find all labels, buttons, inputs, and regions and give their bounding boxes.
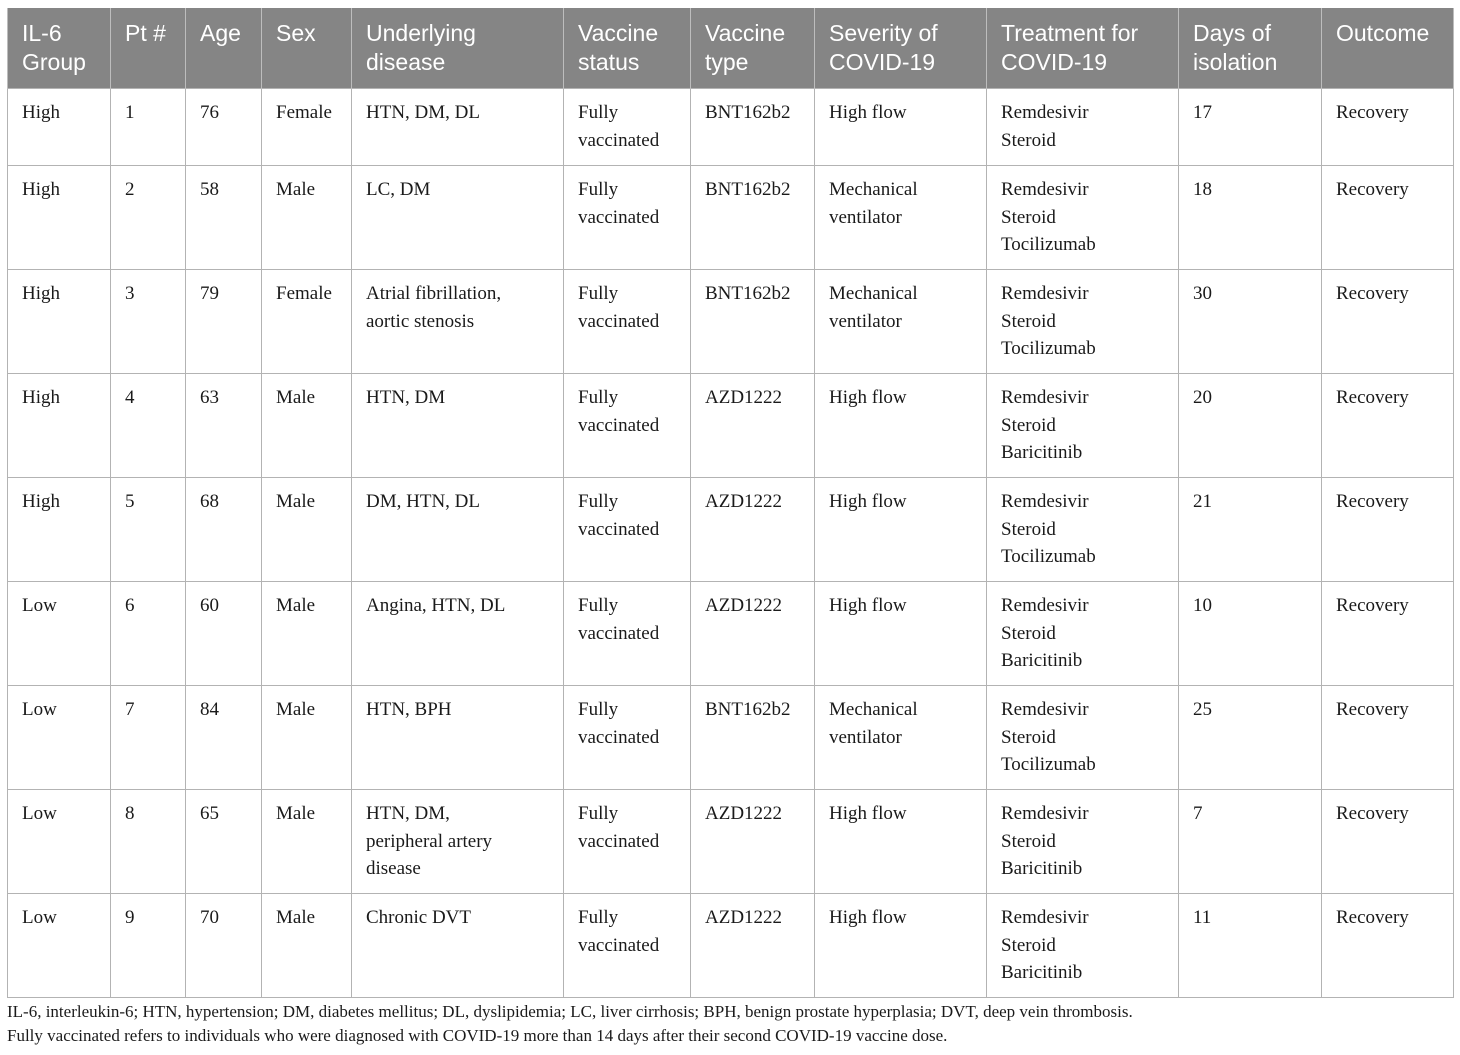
cell-line: 1 (125, 102, 135, 123)
cell-vaccine-status (564, 270, 691, 374)
cell-age (186, 270, 262, 374)
footnote-vaccination-definition: Fully vaccinated refers to individuals who were diagnosed with COVID-19 more than 14 days after their second COVID-19 vaccine dose. (7, 1026, 948, 1045)
cell-line: 76 (200, 102, 219, 123)
cell-sex (262, 478, 352, 582)
cell-line: DM, HTN, DL (366, 491, 480, 512)
cell-line: Female (276, 102, 332, 123)
cell-outcome (1322, 686, 1454, 790)
cell-line: 5 (125, 491, 135, 512)
cell-severity (815, 894, 987, 998)
cell-line: 63 (200, 387, 219, 408)
cell-line: 11 (1193, 907, 1212, 928)
cell-line: HTN, DM (366, 387, 446, 408)
cell-line: Recovery (1336, 387, 1409, 408)
header-treatment (987, 8, 1179, 89)
cell-line: aortic stenosis (366, 310, 475, 332)
cell-line: Baricitinib (1001, 858, 1083, 879)
cell-underlying-disease (352, 374, 564, 478)
table-row (8, 166, 1454, 270)
cell-line: Male (276, 699, 316, 720)
cell-line: High flow (829, 595, 907, 616)
footnote-abbreviations: IL-6, interleukin-6; HTN, hypertension; DM, diabetes mellitus; DL, dyslipidemia; LC, liver cirrhosis; BPH, benign prostate hyperplasia; DVT, deep vein thrombosis. (7, 1002, 1133, 1021)
header-line: Sex (276, 20, 316, 46)
cell-vaccine-status (564, 166, 691, 270)
cell-line: Atrial fibrillation, (366, 283, 502, 304)
header-vaccine-type (691, 8, 815, 89)
cell-line: BNT162b2 (705, 102, 791, 123)
cell-line: HTN, DM, (366, 803, 450, 824)
cell-il6-group (8, 582, 111, 686)
cell-il6-group (8, 374, 111, 478)
cell-il6-group (8, 686, 111, 790)
cell-line: Steroid (1001, 518, 1056, 540)
cell-sex (262, 270, 352, 374)
cell-line: Tocilizumab (1001, 546, 1096, 567)
cell-line: 58 (200, 179, 219, 200)
cell-treatment (987, 790, 1179, 894)
cell-line: 4 (125, 387, 135, 408)
cell-age (186, 894, 262, 998)
cell-vaccine-status (564, 89, 691, 166)
cell-line: Steroid (1001, 622, 1056, 644)
table-row (8, 478, 1454, 582)
cell-line: Remdesivir (1001, 179, 1089, 200)
cell-pt-number (111, 270, 186, 374)
cell-outcome (1322, 478, 1454, 582)
cell-sex (262, 582, 352, 686)
header-line: Vaccine (578, 20, 659, 46)
cell-line: 18 (1193, 179, 1212, 200)
cell-outcome (1322, 270, 1454, 374)
cell-days-isolation (1179, 478, 1322, 582)
cell-sex (262, 686, 352, 790)
cell-line: Recovery (1336, 803, 1409, 824)
cell-line: 25 (1193, 699, 1212, 720)
cell-line: ventilator (829, 206, 902, 228)
cell-sex (262, 166, 352, 270)
cell-line: Remdesivir (1001, 595, 1089, 616)
header-line: Severity of (829, 20, 938, 46)
cell-line: 30 (1193, 283, 1212, 304)
cell-age (186, 686, 262, 790)
cell-line: disease (366, 858, 421, 879)
cell-line: Remdesivir (1001, 803, 1089, 824)
cell-line: 9 (125, 907, 135, 928)
cell-days-isolation (1179, 790, 1322, 894)
cell-treatment (987, 686, 1179, 790)
cell-line: Recovery (1336, 179, 1409, 200)
cell-line: High flow (829, 907, 907, 928)
cell-underlying-disease (352, 686, 564, 790)
cell-line: vaccinated (578, 129, 660, 151)
table-body (8, 89, 1454, 998)
cell-il6-group (8, 790, 111, 894)
cell-il6-group (8, 478, 111, 582)
cell-line: HTN, BPH (366, 699, 452, 720)
cell-line: Steroid (1001, 414, 1056, 436)
cell-line: Low (22, 595, 57, 616)
cell-vaccine-type (691, 478, 815, 582)
cell-severity (815, 478, 987, 582)
cell-line: Male (276, 491, 316, 512)
cell-line: 84 (200, 699, 219, 720)
header-line: Underlying (366, 20, 476, 46)
cell-line: Steroid (1001, 310, 1056, 332)
cell-line: 17 (1193, 102, 1212, 123)
cell-underlying-disease (352, 790, 564, 894)
cell-age (186, 790, 262, 894)
cell-vaccine-type (691, 374, 815, 478)
cell-line: Remdesivir (1001, 283, 1089, 304)
cell-pt-number (111, 89, 186, 166)
cell-severity (815, 582, 987, 686)
header-line: Outcome (1336, 20, 1430, 46)
cell-line: 60 (200, 595, 219, 616)
cell-vaccine-status (564, 790, 691, 894)
cell-il6-group (8, 894, 111, 998)
cell-line: Mechanical (829, 699, 918, 720)
cell-line: Fully (578, 179, 619, 200)
cell-pt-number (111, 790, 186, 894)
cell-line: Recovery (1336, 595, 1409, 616)
cell-line: Steroid (1001, 934, 1056, 956)
cell-line: Recovery (1336, 699, 1409, 720)
cell-line: Male (276, 907, 316, 928)
cell-line: Fully (578, 283, 619, 304)
cell-il6-group (8, 270, 111, 374)
cell-line: 70 (200, 907, 219, 928)
header-line: Vaccine (705, 20, 786, 46)
cell-line: LC, DM (366, 179, 431, 200)
cell-line: HTN, DM, DL (366, 102, 480, 123)
table-row (8, 89, 1454, 166)
cell-days-isolation (1179, 374, 1322, 478)
cell-underlying-disease (352, 89, 564, 166)
cell-vaccine-type (691, 686, 815, 790)
cell-age (186, 374, 262, 478)
header-il6-group (8, 8, 111, 89)
cell-line: Recovery (1336, 491, 1409, 512)
cell-line: Mechanical (829, 179, 918, 200)
cell-line: Tocilizumab (1001, 234, 1096, 255)
cell-line: 65 (200, 803, 219, 824)
cell-line: Low (22, 699, 57, 720)
cell-line: Remdesivir (1001, 387, 1089, 408)
cell-outcome (1322, 894, 1454, 998)
cell-underlying-disease (352, 166, 564, 270)
cell-age (186, 478, 262, 582)
cell-line: Remdesivir (1001, 102, 1089, 123)
cell-line: Baricitinib (1001, 650, 1083, 671)
cell-line: Fully (578, 491, 619, 512)
cell-line: High flow (829, 387, 907, 408)
cell-line: Male (276, 179, 316, 200)
cell-underlying-disease (352, 894, 564, 998)
cell-outcome (1322, 582, 1454, 686)
header-line: type (705, 49, 749, 75)
header-age (186, 8, 262, 89)
cell-severity (815, 790, 987, 894)
cell-vaccine-type (691, 270, 815, 374)
header-pt-number (111, 8, 186, 89)
header-line: Treatment for (1001, 20, 1139, 46)
cell-treatment (987, 89, 1179, 166)
cell-underlying-disease (352, 478, 564, 582)
cell-severity (815, 166, 987, 270)
cell-line: Recovery (1336, 907, 1409, 928)
cell-line: vaccinated (578, 518, 660, 540)
cell-line: vaccinated (578, 414, 660, 436)
cell-line: Recovery (1336, 102, 1409, 123)
header-line: disease (366, 49, 446, 75)
cell-line: Tocilizumab (1001, 754, 1096, 775)
cell-outcome (1322, 166, 1454, 270)
cell-vaccine-status (564, 374, 691, 478)
cell-pt-number (111, 374, 186, 478)
cell-vaccine-type (691, 582, 815, 686)
header-days-isolation (1179, 8, 1322, 89)
cell-line: Fully (578, 595, 619, 616)
header-line: IL-6 (22, 20, 62, 46)
cell-days-isolation (1179, 686, 1322, 790)
cell-vaccine-type (691, 89, 815, 166)
cell-pt-number (111, 582, 186, 686)
cell-line: High (22, 387, 60, 408)
cell-treatment (987, 894, 1179, 998)
cell-line: 6 (125, 595, 135, 616)
cell-line: Male (276, 387, 316, 408)
cell-line: Chronic DVT (366, 907, 472, 928)
cell-line: Low (22, 907, 57, 928)
cell-pt-number (111, 686, 186, 790)
cell-line: AZD1222 (705, 803, 783, 824)
cell-severity (815, 374, 987, 478)
cell-line: High flow (829, 803, 907, 824)
header-line: Pt # (125, 20, 166, 46)
cell-line: AZD1222 (705, 907, 783, 928)
cell-line: Baricitinib (1001, 442, 1083, 463)
cell-outcome (1322, 790, 1454, 894)
cell-pt-number (111, 166, 186, 270)
cell-line: AZD1222 (705, 595, 783, 616)
cell-line: peripheral artery (366, 830, 493, 852)
cell-il6-group (8, 89, 111, 166)
cell-il6-group (8, 166, 111, 270)
cell-age (186, 582, 262, 686)
cell-line: Remdesivir (1001, 699, 1089, 720)
cell-treatment (987, 270, 1179, 374)
cell-line: vaccinated (578, 830, 660, 852)
cell-line: Fully (578, 699, 619, 720)
cell-vaccine-type (691, 790, 815, 894)
cell-treatment (987, 478, 1179, 582)
cell-underlying-disease (352, 582, 564, 686)
cell-line: vaccinated (578, 622, 660, 644)
cell-line: High (22, 102, 60, 123)
header-line: Age (200, 20, 241, 46)
header-severity (815, 8, 987, 89)
cell-line: High (22, 179, 60, 200)
cell-days-isolation (1179, 89, 1322, 166)
cell-sex (262, 89, 352, 166)
patient-table (7, 8, 1454, 998)
cell-line: High flow (829, 491, 907, 512)
cell-line: Remdesivir (1001, 907, 1089, 928)
cell-line: 10 (1193, 595, 1212, 616)
cell-line: Baricitinib (1001, 962, 1083, 983)
cell-days-isolation (1179, 166, 1322, 270)
cell-severity (815, 270, 987, 374)
cell-line: Angina, HTN, DL (366, 595, 506, 616)
cell-line: 2 (125, 179, 135, 200)
cell-sex (262, 894, 352, 998)
cell-vaccine-type (691, 894, 815, 998)
cell-line: vaccinated (578, 310, 660, 332)
cell-line: AZD1222 (705, 491, 783, 512)
cell-line: Tocilizumab (1001, 338, 1096, 359)
patient-table-container (7, 8, 1453, 998)
cell-age (186, 89, 262, 166)
cell-age (186, 166, 262, 270)
cell-days-isolation (1179, 270, 1322, 374)
cell-line: vaccinated (578, 726, 660, 748)
cell-line: 20 (1193, 387, 1212, 408)
cell-line: Steroid (1001, 830, 1056, 852)
cell-line: AZD1222 (705, 387, 783, 408)
header-line: Group (22, 49, 86, 75)
cell-line: Low (22, 803, 57, 824)
header-vaccine-status (564, 8, 691, 89)
cell-line: 68 (200, 491, 219, 512)
header-line: COVID-19 (1001, 49, 1108, 75)
cell-line: High flow (829, 102, 907, 123)
cell-line: Fully (578, 907, 619, 928)
table-footnotes (7, 1000, 1453, 1048)
header-sex (262, 8, 352, 89)
cell-line: Mechanical (829, 283, 918, 304)
cell-outcome (1322, 89, 1454, 166)
cell-line: Fully (578, 102, 619, 123)
table-row (8, 790, 1454, 894)
cell-outcome (1322, 374, 1454, 478)
cell-sex (262, 374, 352, 478)
cell-line: Steroid (1001, 129, 1056, 151)
cell-treatment (987, 374, 1179, 478)
table-header-row (8, 8, 1454, 89)
cell-severity (815, 89, 987, 166)
cell-vaccine-status (564, 478, 691, 582)
table-row (8, 686, 1454, 790)
cell-line: Fully (578, 387, 619, 408)
cell-days-isolation (1179, 894, 1322, 998)
cell-vaccine-type (691, 166, 815, 270)
cell-line: Male (276, 595, 316, 616)
cell-line: 8 (125, 803, 135, 824)
cell-line: BNT162b2 (705, 179, 791, 200)
cell-line: Steroid (1001, 206, 1056, 228)
cell-line: Steroid (1001, 726, 1056, 748)
table-row (8, 270, 1454, 374)
cell-underlying-disease (352, 270, 564, 374)
cell-line: vaccinated (578, 934, 660, 956)
header-line: Days of (1193, 20, 1271, 46)
cell-line: BNT162b2 (705, 283, 791, 304)
cell-line: Recovery (1336, 283, 1409, 304)
cell-pt-number (111, 894, 186, 998)
cell-line: vaccinated (578, 206, 660, 228)
cell-line: Male (276, 803, 316, 824)
cell-days-isolation (1179, 582, 1322, 686)
cell-treatment (987, 166, 1179, 270)
cell-line: Remdesivir (1001, 491, 1089, 512)
table-row (8, 894, 1454, 998)
cell-sex (262, 790, 352, 894)
header-outcome (1322, 8, 1454, 89)
cell-line: High (22, 491, 60, 512)
cell-line: 3 (125, 283, 135, 304)
header-underlying-disease (352, 8, 564, 89)
cell-line: 21 (1193, 491, 1212, 512)
cell-vaccine-status (564, 582, 691, 686)
cell-vaccine-status (564, 686, 691, 790)
header-line: isolation (1193, 49, 1278, 75)
cell-line: 7 (125, 699, 135, 720)
header-line: COVID-19 (829, 49, 936, 75)
table-row (8, 582, 1454, 686)
cell-line: 7 (1193, 803, 1203, 824)
cell-line: Fully (578, 803, 619, 824)
table-row (8, 374, 1454, 478)
cell-line: BNT162b2 (705, 699, 791, 720)
header-line: status (578, 49, 640, 75)
cell-vaccine-status (564, 894, 691, 998)
cell-line: ventilator (829, 310, 902, 332)
cell-line: ventilator (829, 726, 902, 748)
cell-line: High (22, 283, 60, 304)
cell-pt-number (111, 478, 186, 582)
cell-line: 79 (200, 283, 219, 304)
cell-severity (815, 686, 987, 790)
cell-treatment (987, 582, 1179, 686)
cell-line: Female (276, 283, 332, 304)
